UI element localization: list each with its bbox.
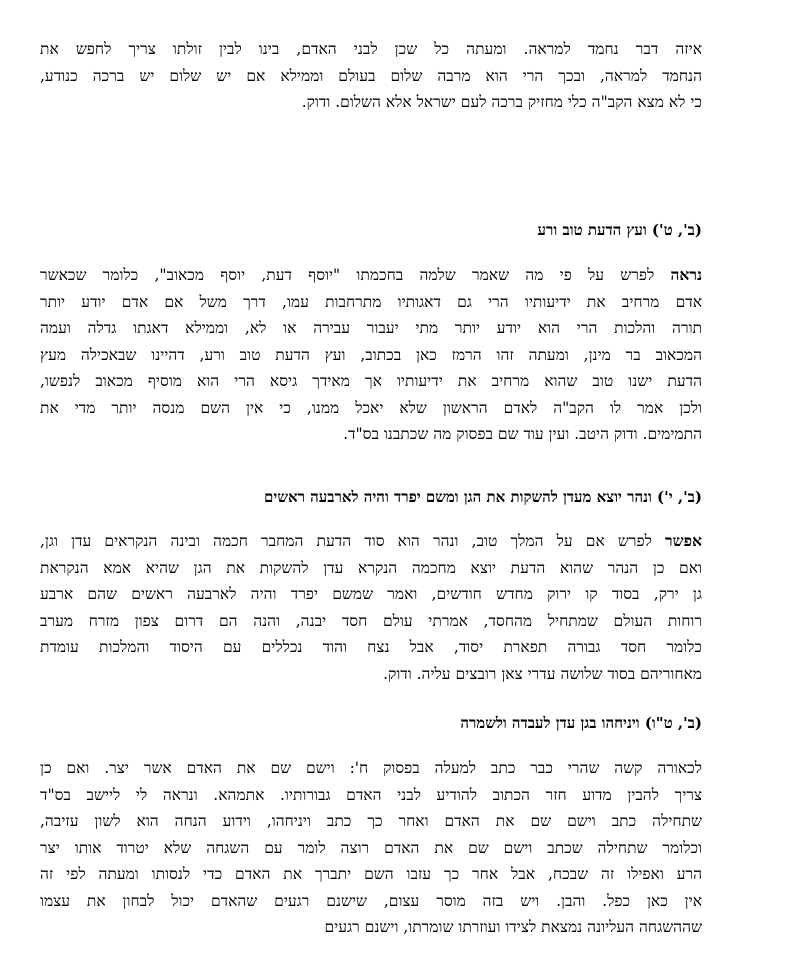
text-line: המכאוב בר מינן, ומעתה זהו הרמז כאן בכתוב, ועץ הדעת טוב ורע, דהיינו שבאכילה מעץ xyxy=(40,345,702,364)
text-line xyxy=(40,262,702,289)
lead-word: נראה xyxy=(670,265,702,284)
section-heading xyxy=(40,486,702,508)
text-line: הנחמד למראה, ובכך הרי הוא מרבה שלום בעולם וממילא אם יש שלום יש ברכה כנודע, xyxy=(40,66,702,85)
text-line: אדם מרחיב את ידיעותיו הרי גם דאגותיו מתרחבות עמו, דרך משל אם אדם יודע יותר xyxy=(40,292,702,311)
section-paragraph xyxy=(40,528,702,687)
text-line: הרע ואפילו זה שבכח, אבל אחר כך עזבו השם יתברך את האדם כדי לנסותו ומעתה לפי זה xyxy=(40,865,702,883)
section-heading xyxy=(40,219,702,241)
section-paragraph xyxy=(40,262,702,448)
text-line: וכלומר שתחילה שכתב וישם שם את האדם רוצה לומר עם השגחה שלא יטרוד אותו יצר xyxy=(40,838,702,857)
text-line: אין כאן כפל. והבן. ויש בזה מוסר עצום, שישנם רגעים שהאדם יכול לבחון את עצמו xyxy=(40,891,702,910)
text-line: ולכן אמר לו הקב"ה לאדם הראשון שלא יאכל ממנו, כי אין השם מנסה יותר מדי את xyxy=(40,398,702,417)
text-line: כי לא מצא הקב"ה כלי מחזיק ברכה לעם ישראל אלא השלום. ודוק. xyxy=(301,93,702,111)
text-line: שתחילה כתב וישם שם את האדם ואחר כך כתב ויניחהו, וידוע הנחה הוא לשון עזיבה, xyxy=(40,812,702,830)
text-line: כלומר חסד גבורה תפארת יסוד, אבל נצח והוד נכללים עם היסוד והמלכות עומדת xyxy=(40,638,702,656)
section-heading xyxy=(40,712,702,734)
line-rest: לפרש על פי מה שאמר שלמה בחכמתו "יוסף דעת, יוסף מכאוב", כלומר שכאשר xyxy=(40,266,671,284)
text-line: הדעת ישנו טוב שהוא מרחיב את ידיעותיו אך מאידך גיסא הרי הוא מוסיף מכאוב לנפשו, xyxy=(40,372,702,390)
text-line: איזה דבר נחמד למראה. ומעתה כל שכן לבני האדם, בינו לבין זולתו צריך לחפש את xyxy=(40,40,702,58)
text-line: צריך להבין מדוע חזר הכתוב להודיע לבני האדם גבורותיו. אתמהא. ונראה לי ליישב בס"ד xyxy=(40,785,702,804)
text-line: תורה והלכות הרי הוא יודע יותר מתי יעבור עבירה או לא, וממילא דאגתו גדלה ועמה xyxy=(40,319,702,337)
text-line: מאחוריהם בסוד שלושה עדרי צאן רובצים עליה. ודוק. xyxy=(383,664,702,683)
section-title: (ב', י') ונהר יוצא מעדן להשקות את הגן ומשם יפרד והיה לארבעה ראשים xyxy=(264,488,702,506)
line-rest: לפרש אם על המלך טוב, ונהר הוא סוד הדעת המחבר חכמה ובינה הנקראים עדן וגן, xyxy=(40,532,666,550)
text-line: שההשגחה העליונה נמצאת לצידו ועוזרתו שומרתו, וישנם רגעים xyxy=(324,918,702,936)
text-line: התמימים. ודוק היטב. ועין עוד שם בפסוק מה שכתבנו בס"ד. xyxy=(343,425,702,443)
text-line: גן ירק, בסוד קו ירוק מחדש חודשים, ואמר שמשם יפרד והיה לארבעה ראשים שהם ארבע xyxy=(40,585,702,603)
section-title: (ב', ט') ועץ הדעת טוב ורע xyxy=(537,221,702,239)
section-paragraph xyxy=(40,755,702,941)
lead-word: אפשר xyxy=(665,531,702,550)
text-line: רוחות העולם שמתחיל מהחסד, אמרתי עולם חסד יבנה, והנה הם דרום צפון מזרח מערב xyxy=(40,611,702,630)
intro-paragraph xyxy=(40,36,702,116)
section-title: (ב', ט"ו) ויניחהו בגן עדן לעבדה ולשמרה xyxy=(460,714,702,732)
text-line: ואם כן הנהר שהוא הדעת יוצא מחכמה הנקרא עדן להשקות את הגן שהיא אמא הנקראת xyxy=(40,558,702,577)
text-line: לכאורה קשה שהרי כבר כתב למעלה בפסוק ח': וישם שם את האדם אשר יצר. ואם כן xyxy=(40,759,702,777)
text-line xyxy=(40,528,702,555)
